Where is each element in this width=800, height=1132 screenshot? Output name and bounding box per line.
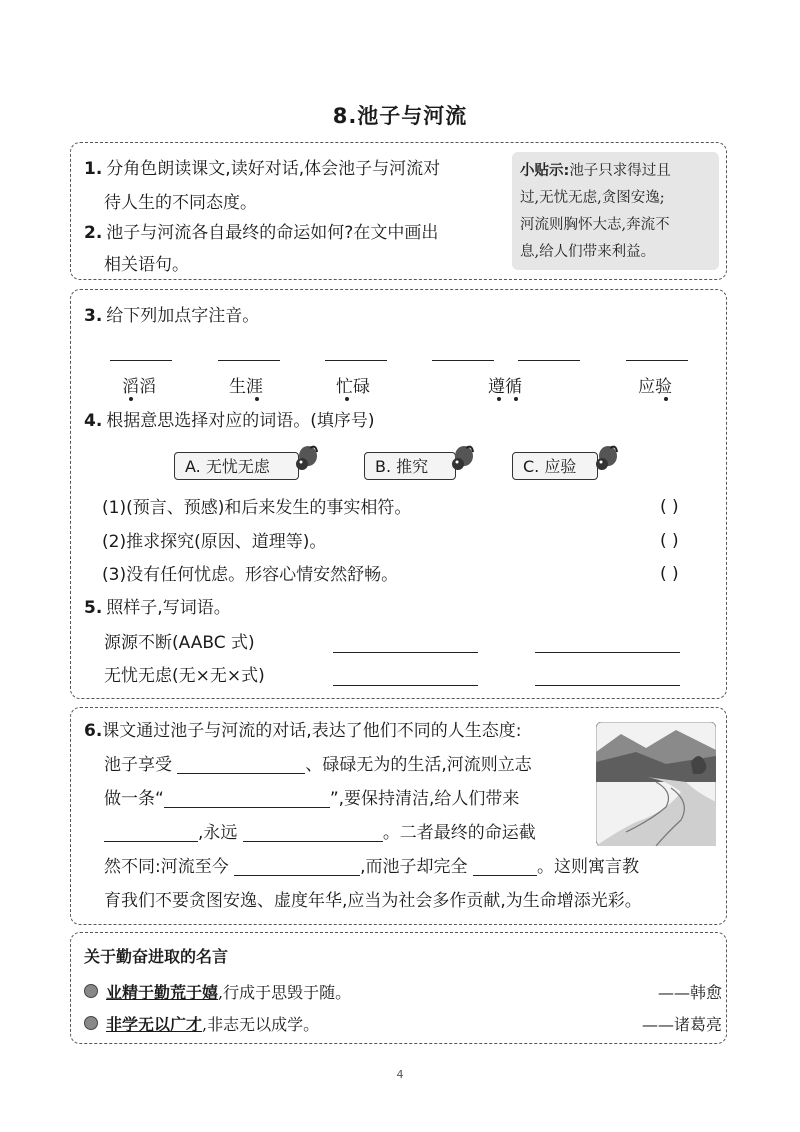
- emphasis-dot: [664, 397, 668, 401]
- dotted-word: 应验: [638, 377, 672, 397]
- option-c: C. 应验: [512, 452, 598, 480]
- pinyin-blank-3[interactable]: [325, 360, 387, 361]
- question-text: 照样子,写词语。: [106, 598, 231, 618]
- text-segment: ”,要保持清洁,给人们带来: [329, 789, 520, 809]
- tip-label: 小贴示:: [520, 163, 570, 179]
- match-item-1: (1)(预言、预感)和后来发生的事实相符。: [102, 498, 412, 518]
- squirrel-icon: [448, 444, 474, 474]
- match-item-2: (2)推求探究(原因、道理等)。: [102, 532, 327, 552]
- match-item-3: (3)没有任何忧虑。形容心情安然舒畅。: [102, 565, 399, 585]
- quotes-heading: 关于勤奋进取的名言: [84, 947, 229, 966]
- text-segment: 然不同:河流至今: [104, 857, 229, 877]
- word-blank[interactable]: [535, 652, 680, 653]
- text-segment: ,而池子却完全: [360, 857, 468, 877]
- question-6: [84, 714, 521, 748]
- fill-blank[interactable]: [164, 787, 330, 808]
- dotted-word: 生涯: [229, 377, 263, 397]
- pinyin-blank-1[interactable]: [110, 360, 172, 361]
- quote-2: [106, 1012, 319, 1035]
- dotted-word: 滔滔: [122, 377, 156, 397]
- bullet-icon: [84, 1016, 98, 1030]
- question-5: [84, 591, 231, 625]
- word-blank[interactable]: [535, 685, 680, 686]
- question-number: 2.: [84, 223, 103, 243]
- question-text: 课文通过池子与河流的对话,表达了他们不同的人生态度:: [102, 721, 522, 741]
- question-text: 池子与河流各自最终的命运如何?在文中画出: [106, 223, 439, 243]
- dotted-word: 遵循: [488, 377, 522, 397]
- pinyin-blank-2[interactable]: [218, 360, 280, 361]
- text-segment: 。这则寓言教: [536, 857, 639, 877]
- squirrel-icon: [592, 444, 618, 474]
- option-b: B. 推究: [364, 452, 456, 480]
- quote-rest: ,行成于思毁于随。: [218, 983, 352, 1002]
- page-title: 8.池子与河流: [332, 104, 468, 128]
- text-segment: 池子享受: [104, 755, 172, 775]
- q6-line-5: [104, 850, 639, 884]
- emphasis-dot: [255, 397, 259, 401]
- tip-line: 息,给人们带来利益。: [520, 244, 656, 260]
- emphasis-dot: [129, 397, 133, 401]
- example-1: 源源不断(AABC 式): [104, 633, 255, 653]
- answer-paren-1[interactable]: ( ): [660, 497, 679, 517]
- river-illustration: [596, 722, 716, 846]
- word-blank[interactable]: [333, 652, 478, 653]
- question-4: [84, 404, 375, 438]
- quote-author: ——韩愈: [657, 983, 722, 1002]
- word-blank[interactable]: [333, 685, 478, 686]
- question-1-cont: 待人生的不同态度。: [104, 193, 257, 213]
- text-segment: ,永远: [198, 823, 238, 843]
- emphasis-dot: [345, 397, 349, 401]
- fill-blank[interactable]: [473, 855, 537, 876]
- tip-line: 池子只求得过且: [569, 163, 671, 179]
- question-text: 根据意思选择对应的词语。(填序号): [106, 411, 375, 431]
- fill-blank[interactable]: [177, 753, 305, 774]
- fill-blank[interactable]: [104, 821, 198, 842]
- page-number: 4: [396, 1068, 404, 1081]
- question-3: [84, 299, 259, 333]
- pinyin-blank-6[interactable]: [626, 360, 688, 361]
- question-number: 4.: [84, 411, 103, 431]
- quote-highlight: 非学无以广才: [106, 1015, 203, 1034]
- quote-author: ——诸葛亮: [641, 1015, 722, 1034]
- q6-line-2: [104, 748, 532, 782]
- q6-line-4: [104, 816, 536, 850]
- q6-line-6: 育我们不要贪图安逸、虚度年华,应当为社会多作贡献,为生命增添光彩。: [104, 891, 642, 911]
- q6-line-3: [104, 782, 519, 816]
- quote-1: [106, 980, 351, 1003]
- pinyin-blank-4[interactable]: [432, 360, 494, 361]
- text-segment: 、碌碌无为的生活,河流则立志: [305, 755, 532, 775]
- fill-blank[interactable]: [243, 821, 383, 842]
- text-segment: 做一条“: [104, 789, 164, 809]
- question-number: 1.: [84, 159, 103, 179]
- quote-highlight: 业精于勤荒于嬉: [106, 983, 219, 1002]
- option-a: A. 无忧无虑: [174, 452, 299, 480]
- squirrel-icon: [292, 444, 318, 474]
- text-segment: 。二者最终的命运截: [382, 823, 536, 843]
- question-2-cont: 相关语句。: [104, 255, 189, 275]
- question-number: 5.: [84, 598, 103, 618]
- emphasis-dot: [497, 397, 501, 401]
- question-text: 分角色朗读课文,读好对话,体会池子与河流对: [106, 159, 441, 179]
- example-2: 无忧无虑(无×无×式): [104, 666, 265, 686]
- dotted-word: 忙碌: [336, 377, 370, 397]
- fill-blank[interactable]: [234, 855, 360, 876]
- pinyin-blank-5[interactable]: [518, 360, 580, 361]
- emphasis-dot: [514, 397, 518, 401]
- tip-box: [512, 152, 719, 270]
- question-text: 给下列加点字注音。: [106, 306, 260, 326]
- question-1: [84, 152, 440, 186]
- question-number: 6.: [84, 721, 103, 741]
- question-2: [84, 216, 438, 250]
- answer-paren-2[interactable]: ( ): [660, 531, 679, 551]
- quote-rest: ,非志无以成学。: [202, 1015, 320, 1034]
- bullet-icon: [84, 984, 98, 998]
- answer-paren-3[interactable]: ( ): [660, 564, 679, 584]
- tip-line: 河流则胸怀大志,奔流不: [520, 217, 670, 233]
- question-number: 3.: [84, 306, 103, 326]
- tip-line: 过,无忧无虑,贪图安逸;: [520, 190, 665, 206]
